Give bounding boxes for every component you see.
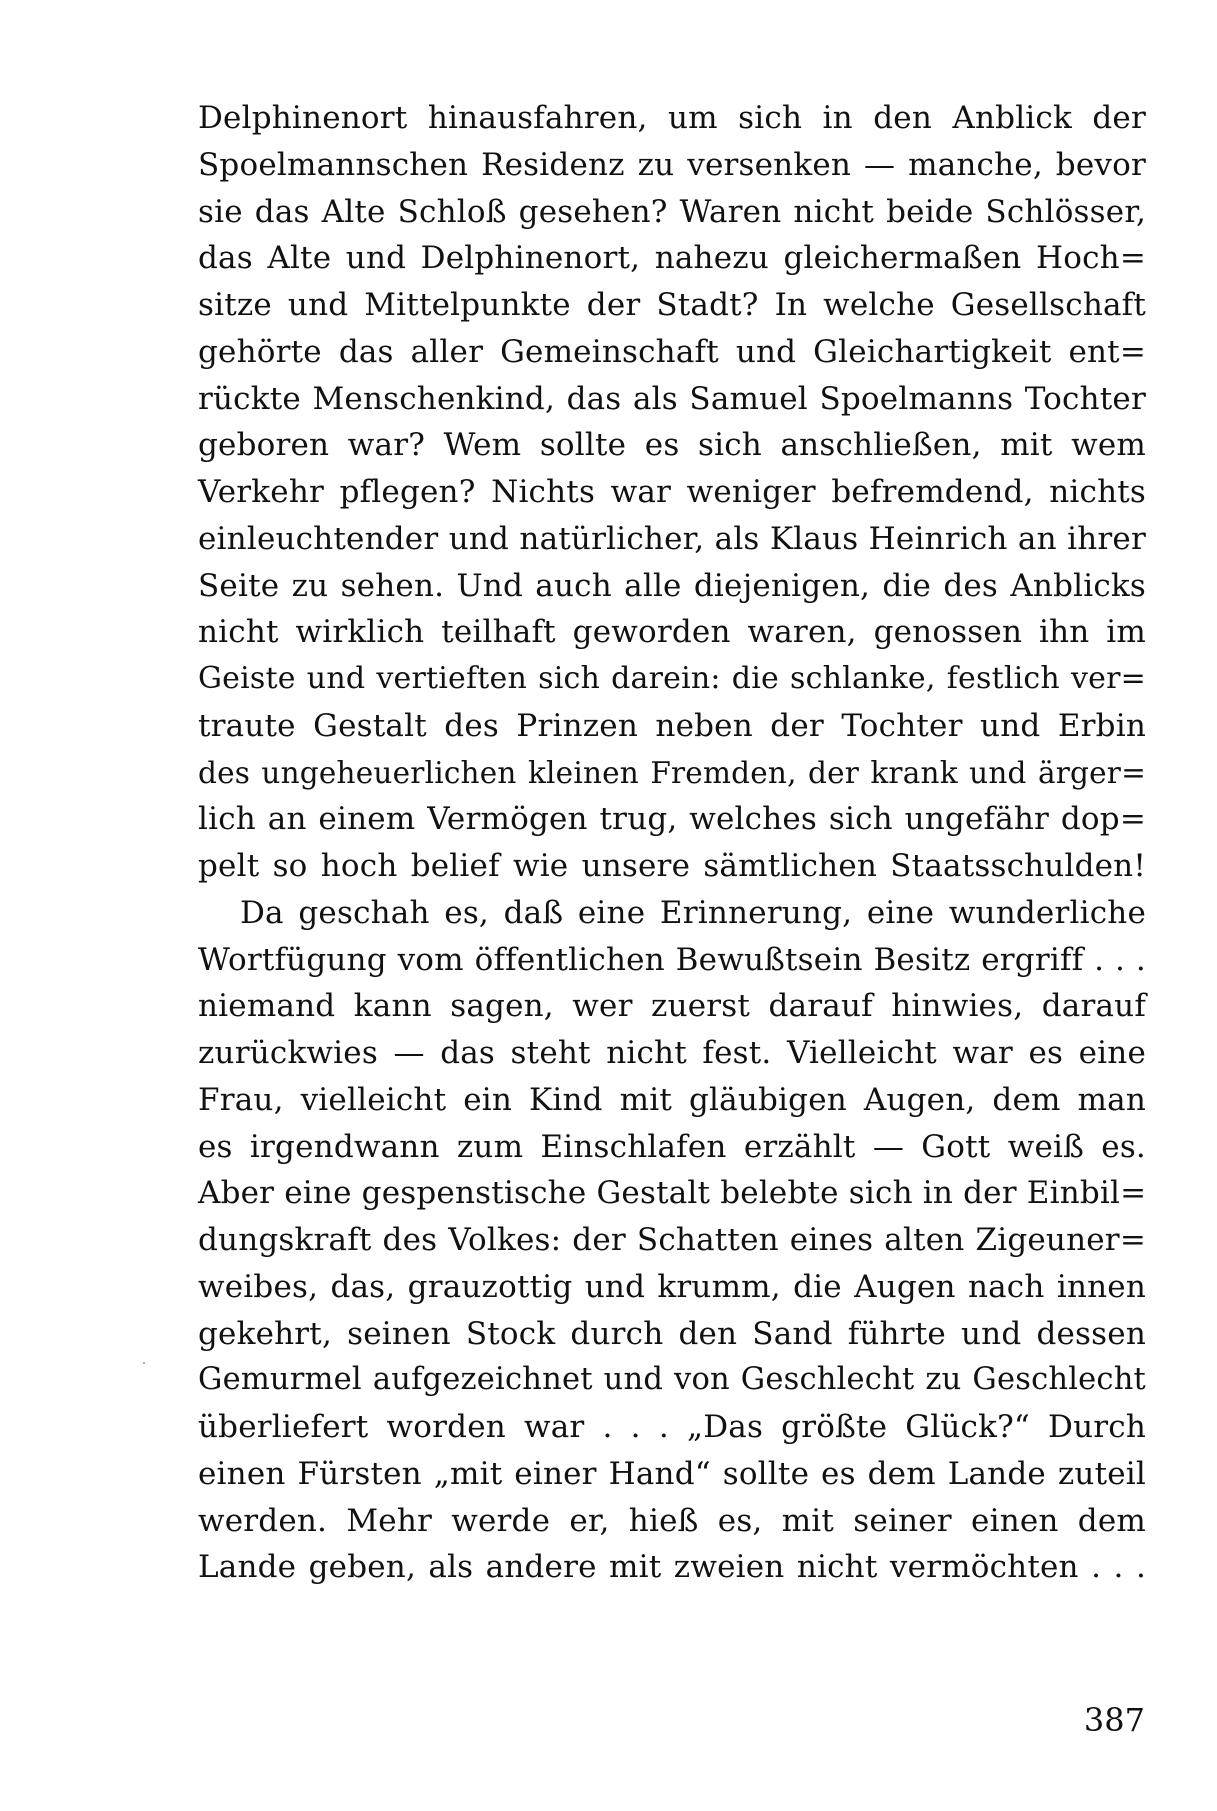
text-line: weibes, das, grauzottig und krumm, die Augen nach innen (198, 1268, 1146, 1305)
text-line: nicht wirklich teilhaft geworden waren, genossen ihn im (198, 614, 1146, 651)
text-line: Aber eine gespenstische Gestalt belebte sich in der Einbil= (198, 1175, 1147, 1212)
paragraph-start-line: Da geschah es, daß eine Erinnerung, eine wunderliche (240, 894, 1146, 931)
text-line: einleuchtender und natürlicher, als Klaus Heinrich an ihrer (198, 520, 1146, 557)
text-line: Lande geben, als andere mit zweien nicht vermöchten . . . (198, 1549, 1146, 1586)
text-line: des ungeheuerlichen kleinen Fremden, der krank und ärger= (198, 755, 1146, 790)
text-line: Gemurmel aufgezeichnet und von Geschlecht zu Geschlecht (198, 1362, 1146, 1398)
text-line: Geiste und vertieften sich darein: die schlanke, festlich ver= (198, 661, 1146, 696)
text-line: Wortfügung vom öffentlichen Bewußtsein Besitz ergriff . . . (198, 941, 1146, 978)
text-line: Seite zu sehen. Und auch alle diejenigen, die des Anblicks (198, 567, 1146, 604)
text-line: dungskraft des Volkes: der Schatten eines alten Zigeuner= (198, 1222, 1146, 1258)
text-line: gehörte das aller Gemeinschaft und Gleichartigkeit ent= (198, 333, 1146, 370)
text-line: niemand kann sagen, wer zuerst darauf hinwies, darauf (198, 988, 1146, 1025)
text-line: sitze und Mittelpunkte der Stadt? In welche Gesellschaft (198, 287, 1146, 323)
text-line: geboren war? Wem sollte es sich anschließen, mit wem (198, 427, 1146, 464)
text-line: gekehrt, seinen Stock durch den Sand führte und dessen (198, 1315, 1146, 1352)
text-line: überliefert worden war . . . „Das größte Glück?“ Durch (198, 1409, 1146, 1445)
page-number: 387 (1083, 1701, 1145, 1739)
text-line: rückte Menschenkind, das als Samuel Spoelmanns Tochter (198, 380, 1146, 417)
text-line: lich an einem Vermögen trug, welches sich ungefähr dop= (198, 801, 1146, 838)
text-line: das Alte und Delphinenort, nahezu gleichermaßen Hoch= (198, 240, 1146, 277)
text-line: werden. Mehr werde er, hieß es, mit seiner einen dem (198, 1502, 1146, 1539)
text-line: einen Fürsten „mit einer Hand“ sollte es dem Lande zuteil (198, 1455, 1146, 1492)
text-line: Verkehr pflegen? Nichts war weniger befremdend, nichts (198, 474, 1146, 510)
text-line: es irgendwann zum Einschlafen erzählt — Gott weiß es. (198, 1128, 1146, 1165)
text-line: traute Gestalt des Prinzen neben der Tochter und Erbin (198, 707, 1146, 744)
body-text (198, 95, 1146, 1591)
margin-speck (143, 1362, 145, 1364)
text-line: Spoelmannschen Residenz zu versenken — manche, bevor (198, 146, 1146, 183)
text-line: pelt so hoch belief wie unsere sämtlichen Staatsschulden! (198, 848, 1146, 884)
text-line: sie das Alte Schloß gesehen? Waren nicht beide Schlösser, (198, 193, 1146, 230)
text-line: Delphinenort hinausfahren, um sich in den Anblick der (198, 100, 1146, 136)
text-line: zurückwies — das steht nicht fest. Vielleicht war es eine (198, 1035, 1146, 1071)
text-line: Frau, vielleicht ein Kind mit gläubigen Augen, dem man (198, 1081, 1146, 1118)
